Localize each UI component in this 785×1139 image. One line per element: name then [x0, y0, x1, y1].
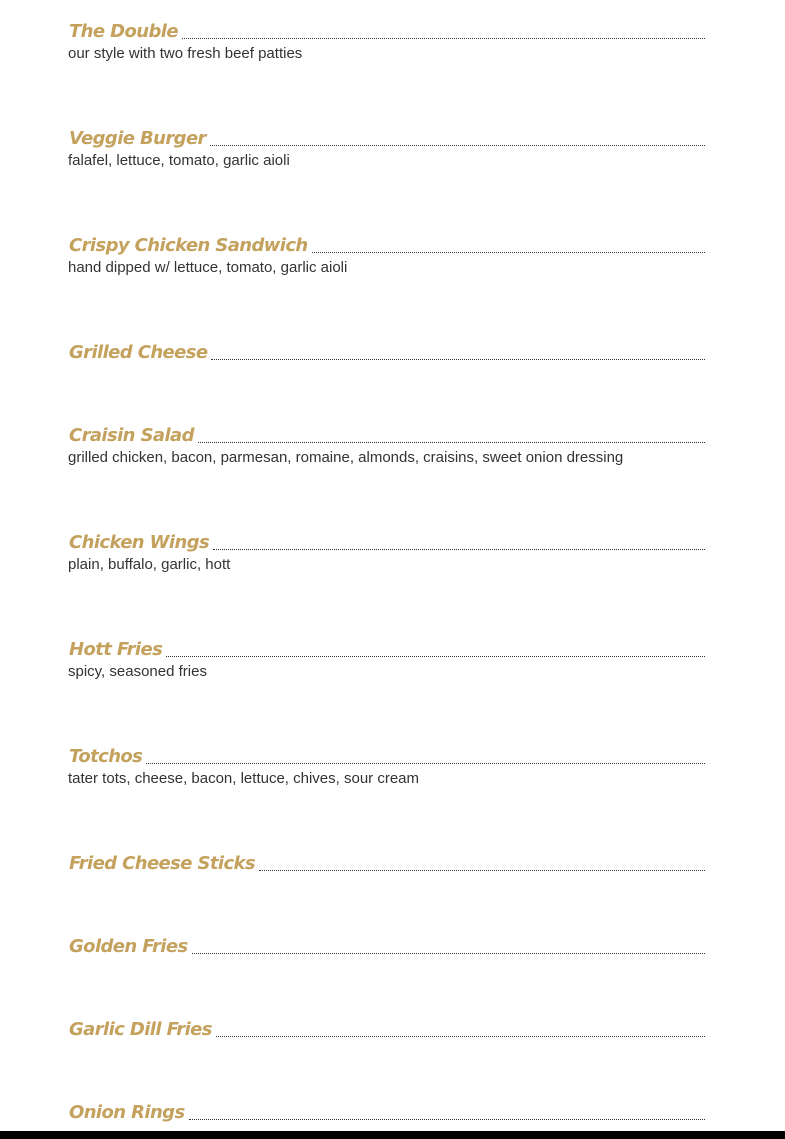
menu-item-title-row	[68, 1100, 705, 1126]
bottom-bar	[0, 1131, 785, 1139]
menu-item	[68, 637, 705, 681]
menu-item-description: plain, buffalo, garlic, hott	[68, 556, 231, 573]
menu-item-title-row	[68, 1017, 705, 1043]
menu-item	[68, 423, 705, 467]
menu-item	[68, 744, 705, 788]
menu-item-name: Garlic Dill Fries	[69, 1019, 212, 1040]
menu-item-title-row	[68, 530, 705, 556]
menu-item-description: falafel, lettuce, tomato, garlic aioli	[68, 152, 290, 169]
menu-item-title-row	[68, 934, 705, 960]
menu-item	[68, 126, 705, 170]
menu-item-name: Grilled Cheese	[69, 342, 208, 363]
menu-item-title-row	[68, 126, 705, 152]
menu-item-title-row	[68, 340, 705, 366]
menu-item	[68, 19, 705, 63]
menu-item	[68, 530, 705, 574]
menu-item-name: Chicken Wings	[69, 532, 210, 553]
menu-item-title-row	[68, 233, 705, 259]
menu-item-name: Veggie Burger	[69, 128, 206, 149]
dotted-leader	[146, 763, 705, 764]
menu-item-name: Totchos	[69, 746, 143, 767]
dotted-leader	[166, 656, 705, 657]
dotted-leader	[189, 1119, 705, 1120]
dotted-leader	[211, 359, 705, 360]
menu-item	[68, 340, 705, 366]
menu-item-name: Fried Cheese Sticks	[69, 853, 256, 874]
menu-item-description: hand dipped w/ lettuce, tomato, garlic aioli	[68, 259, 348, 276]
menu-item-title-row	[68, 19, 705, 45]
menu-item	[68, 934, 705, 960]
menu-item-name: Crispy Chicken Sandwich	[69, 235, 308, 256]
menu-item	[68, 1017, 705, 1043]
dotted-leader	[216, 1036, 705, 1037]
menu-item-name: The Double	[69, 21, 178, 42]
dotted-leader	[213, 549, 705, 550]
menu-list	[68, 0, 705, 1139]
dotted-leader	[198, 442, 705, 443]
menu-item-name: Golden Fries	[69, 936, 188, 957]
dotted-leader	[312, 252, 705, 253]
menu-item-description: spicy, seasoned fries	[68, 663, 207, 680]
menu-item-title-row	[68, 423, 705, 449]
dotted-leader	[182, 38, 705, 39]
menu-item-description: tater tots, cheese, bacon, lettuce, chives, sour cream	[68, 770, 420, 787]
menu-item-description: grilled chicken, bacon, parmesan, romaine, almonds, craisins, sweet onion dressing	[68, 449, 624, 466]
menu-item	[68, 851, 705, 877]
dotted-leader	[192, 953, 705, 954]
menu-item	[68, 1100, 705, 1126]
dotted-leader	[210, 145, 705, 146]
dotted-leader	[259, 870, 705, 871]
menu-item-name: Hott Fries	[69, 639, 163, 660]
menu-item-name: Onion Rings	[69, 1102, 185, 1123]
menu-item-title-row	[68, 744, 705, 770]
menu-item-title-row	[68, 851, 705, 877]
menu-item-title-row	[68, 637, 705, 663]
menu-item	[68, 233, 705, 277]
menu-item-description: our style with two fresh beef patties	[68, 45, 303, 62]
menu-item-name: Craisin Salad	[69, 425, 194, 446]
